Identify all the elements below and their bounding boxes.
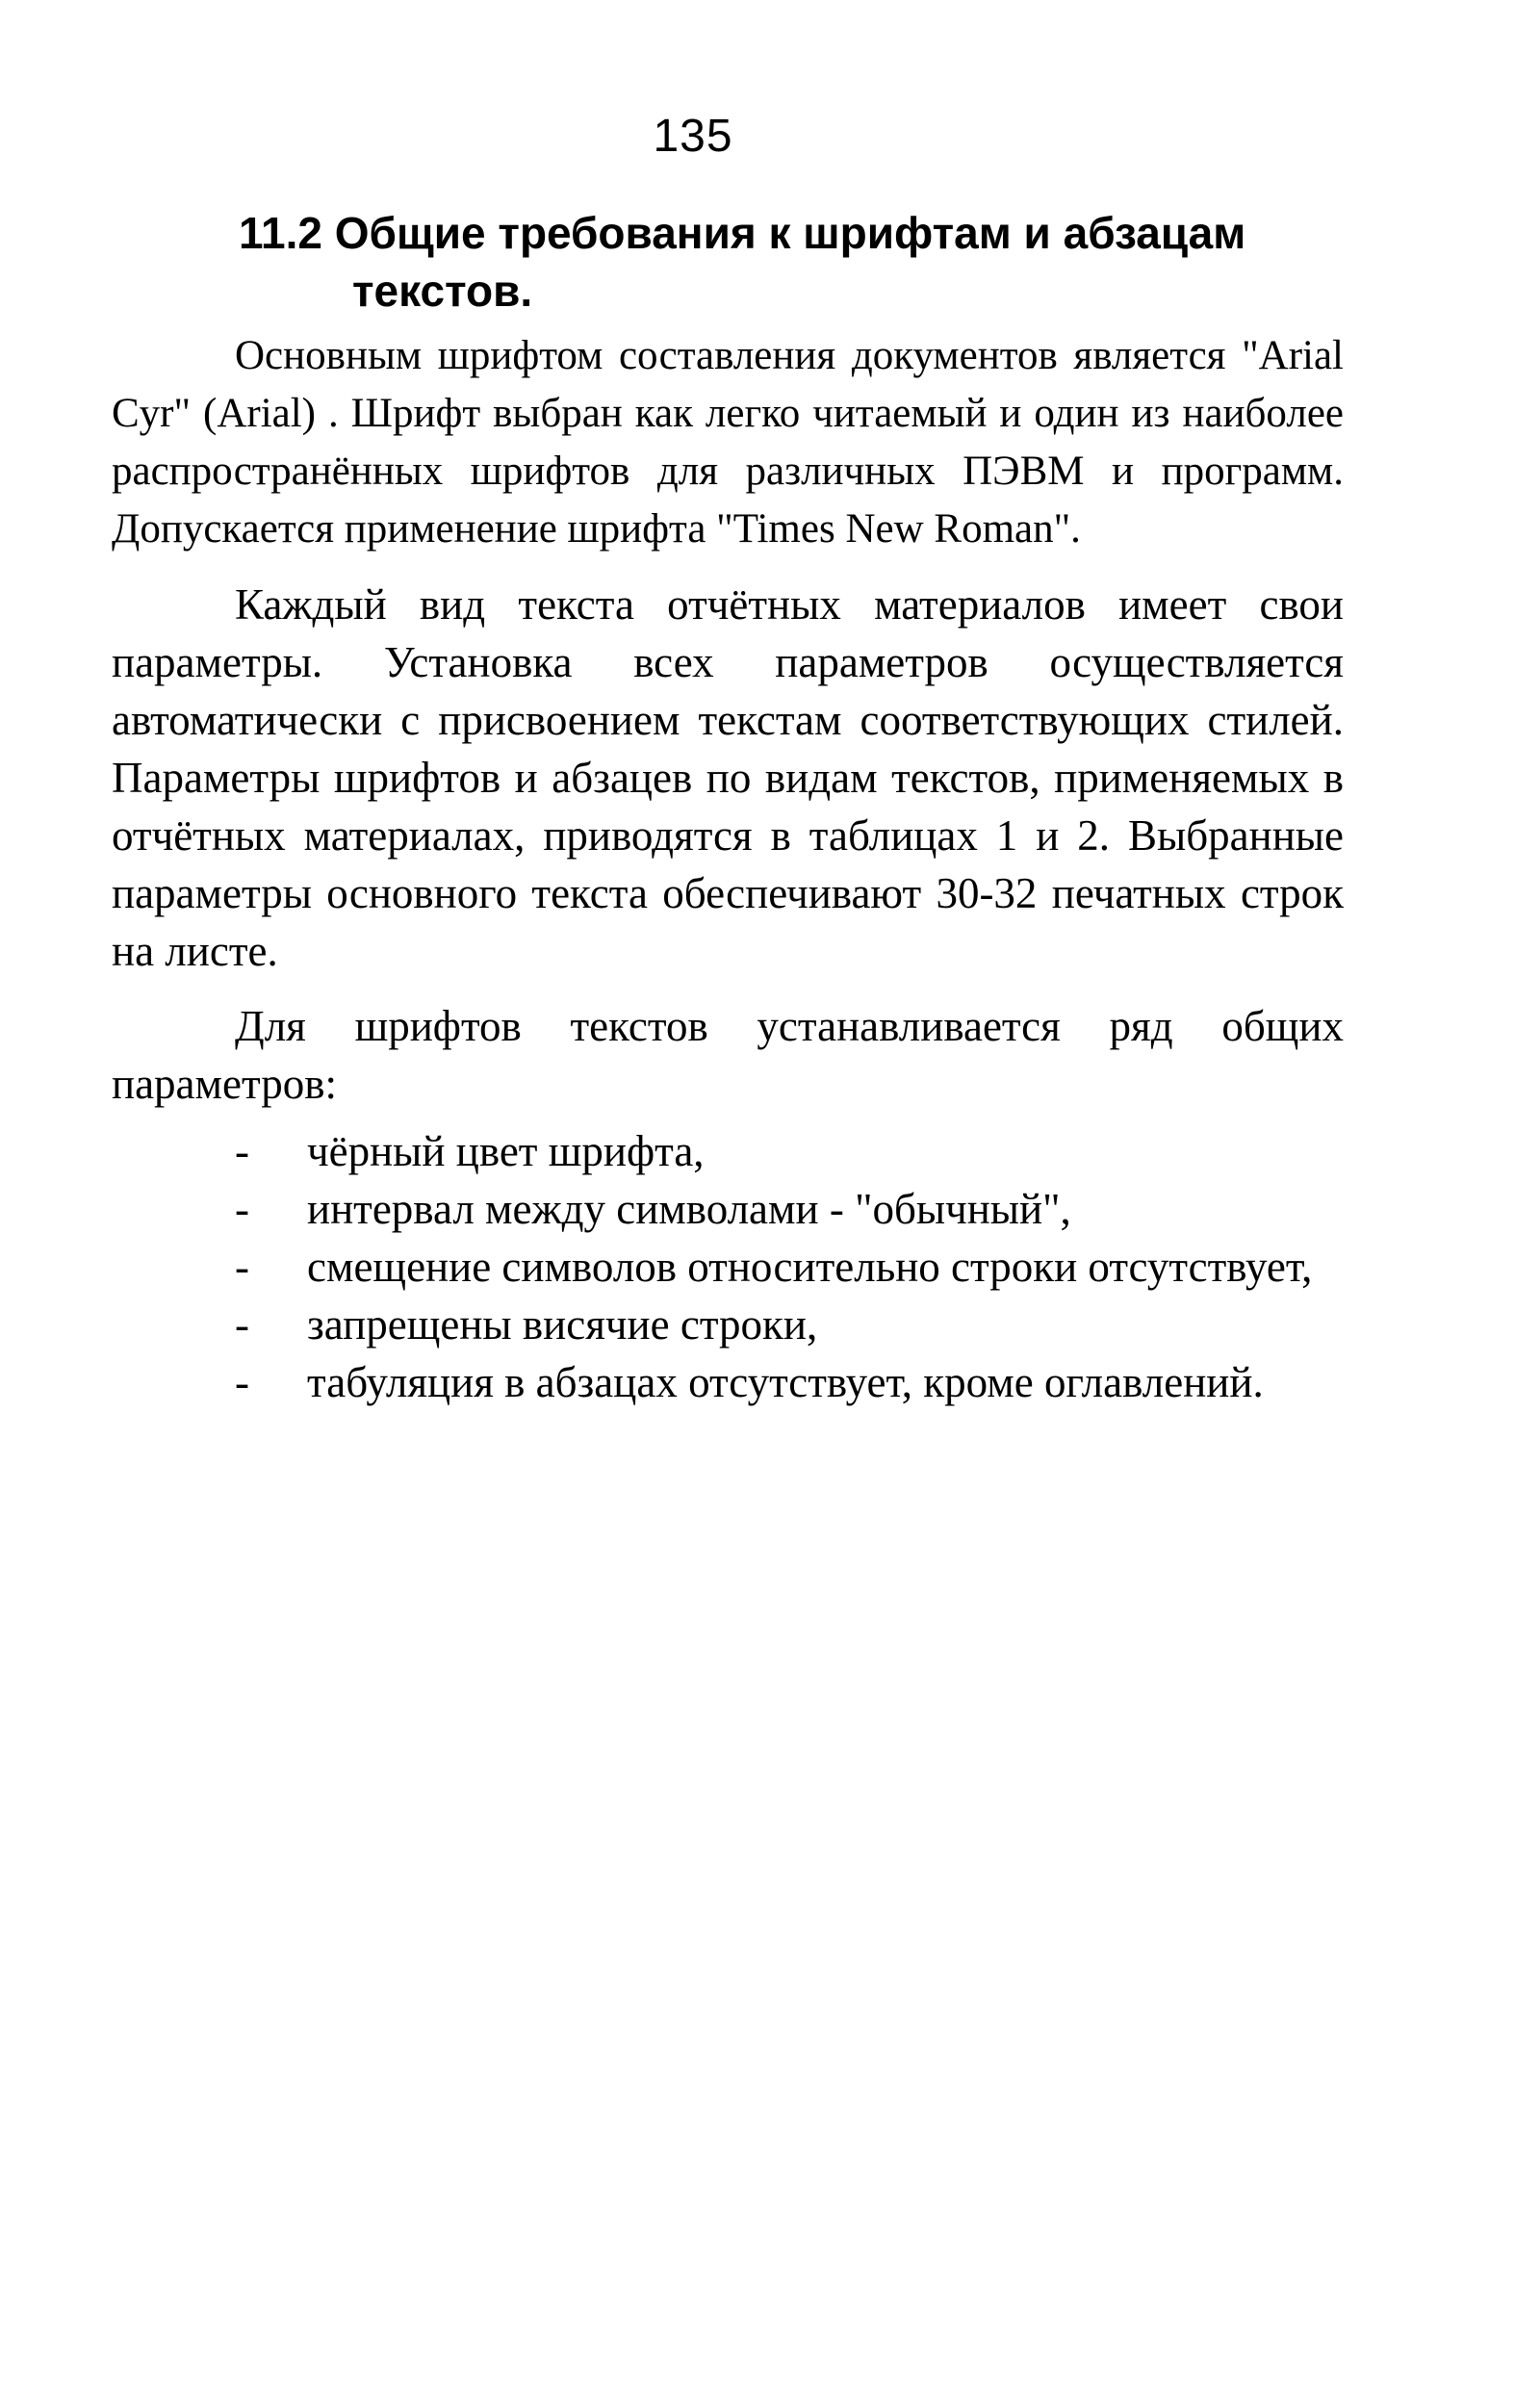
list-dash: - [235,1243,249,1291]
list-item [112,1353,1344,1411]
section-heading-line1: 11.2 Общие требования к шрифтам и абзацам [239,208,1246,258]
list-item [112,1238,1344,1296]
list-item [112,1122,1344,1180]
list-dash: - [235,1358,249,1406]
list-dash: - [235,1127,249,1175]
section-heading-line2: текстов. [352,266,533,316]
body-text [112,327,1344,1411]
list-item-text: интервал между символами - "обычный", [307,1185,1071,1233]
paragraph-parameters: Каждый вид текста отчётных материалов имеет свои параметры. Установка всех параметров осуществляется автоматически с присвоением текстам соответствующих стилей. Параметры шрифтов и абзацев по видам текстов, применяемых в отчётных материалах, приводятся в таблицах 1 и 2. Выбранные параметры основного текста обеспечивают 30-32 печатных строк на листе. [112,580,1344,975]
paragraph-fonts: Основным шрифтом составления документов является "Arial Cyr" (Arial) . Шрифт выбран как легко читаемый и один из наиболее распространённых шрифтов для различных ПЭВМ и программ. Допускается применение шрифта "Times New Roman". [112,333,1344,552]
list-item [112,1180,1344,1238]
page-number: 135 [653,111,733,162]
list-dash: - [235,1185,249,1233]
list-item-text: табуляция в абзацах отсутствует, кроме оглавлений. [307,1358,1264,1406]
section-heading [239,204,1374,320]
list-item-text: смещение символов относительно строки отсутствует, [307,1243,1313,1291]
list-dash: - [235,1300,249,1349]
parameters-list [112,1122,1344,1411]
list-item [112,1296,1344,1353]
list-item-text: чёрный цвет шрифта, [307,1127,705,1175]
paragraph-common-params: Для шрифтов текстов устанавливается ряд общих параметров: [112,1002,1344,1108]
list-item-text: запрещены висячие строки, [307,1300,818,1349]
